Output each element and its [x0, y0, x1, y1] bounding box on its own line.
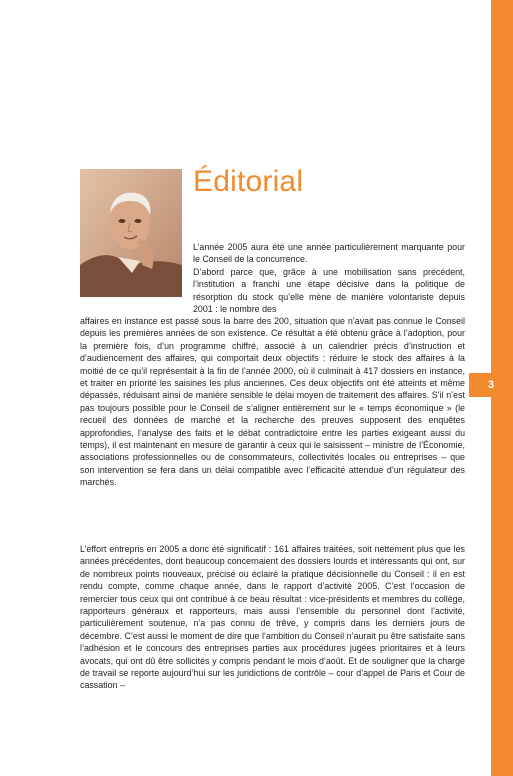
page-number: 3 — [487, 379, 495, 391]
page-number-tab — [469, 373, 513, 397]
paragraph-text: L’année 2005 aura été une année particulièrement marquante pour le Conseil de la concurrence. — [193, 242, 465, 265]
paragraph-text: D’abord parce que, grâce à une mobilisation sans précédent, l’institution a franchi une étape décisive dans la politique de résorption du stock qu’elle mène de manière volontariste depuis 2001 : le nombre des — [193, 267, 465, 315]
intro-paragraph — [193, 241, 465, 266]
paragraph-2-continued — [80, 315, 465, 489]
portrait-image — [80, 169, 182, 297]
paragraph-3 — [80, 543, 465, 692]
author-portrait — [80, 169, 182, 297]
paragraph-text: affaires en instance est passé sous la barre des 200, situation que n’avait pas connue le Conseil depuis les premières années de son existence. Ce résultat a été obtenu grâce à l’adoption, pour la première fois, d’un programme chiffré, associé à un calendrier précis d’instruction et d’audiencement des affaires, qui comportait deux objectifs : réduire le stock des affaires à la moitié de ce qu’il représentait à la fin de l’année 2000, où il culminait à 417 dossiers en instance, et traiter en priorité les saisines les plus anciennes. Ces deux objectifs ont été atteints et même dépassés, réduisant ainsi de manière sensible le délai moyen de traitement des affaires. S’il n’est pas toujours possible pour le Conseil de s’aligner entièrement sur le « temps économique » (le recueil des données de marché et la recherche des preuves supposent des enquêtes approfondies, l’analyse des faits et le débat contradictoire entre les parties exigeant aussi du temps), il est maintenant en mesure de garantir à ceux qui le saisissent – ministre de l’Économie, associations professionnelles ou de consommateurs, collectivités locales ou entreprises – que son intervention se fera dans un délai compatible avec l’efficacité attendue d’un régulateur des marchés. — [80, 316, 465, 488]
editorial-title: Éditorial — [193, 165, 304, 198]
paragraph-text: L’effort entrepris en 2005 a donc été significatif : 161 affaires traitées, soit nettement plus que les années précédentes, dont beaucoup concernaient des dossiers lourds et intéressants qui ont, sur de nombreux points nouveaux, précisé ou éclairé la pratique décisionnelle du Conseil : il en est rendu compte, comme chaque année, dans le rapport d’activité 2005. C’est l’occasion de remercier tous ceux qui ont contribué à ce beau résultat : vice-présidents et membres du collège, rapporteurs généraux et rapporteurs, mais aussi l’ensemble du personnel dont l’activité, particulièrement soutenue, n’a pas connu de trêve, y compris dans les derniers jours de décembre. C’est aussi le moment de dire que l’ambition du Conseil n’aurait pu être satisfaite sans l’adhésion et le concours des entreprises parties aux procédures jugées prioritaires et à leurs avocats, qui ont dû être sollicités y compris pendant le mois d’août. Et de souligner que la charge de travail se reporte aujourd’hui sur les juridictions de contrôle – cour d’appel de Paris et Cour de cassation – — [80, 544, 465, 691]
paragraph-2-start — [193, 266, 465, 316]
